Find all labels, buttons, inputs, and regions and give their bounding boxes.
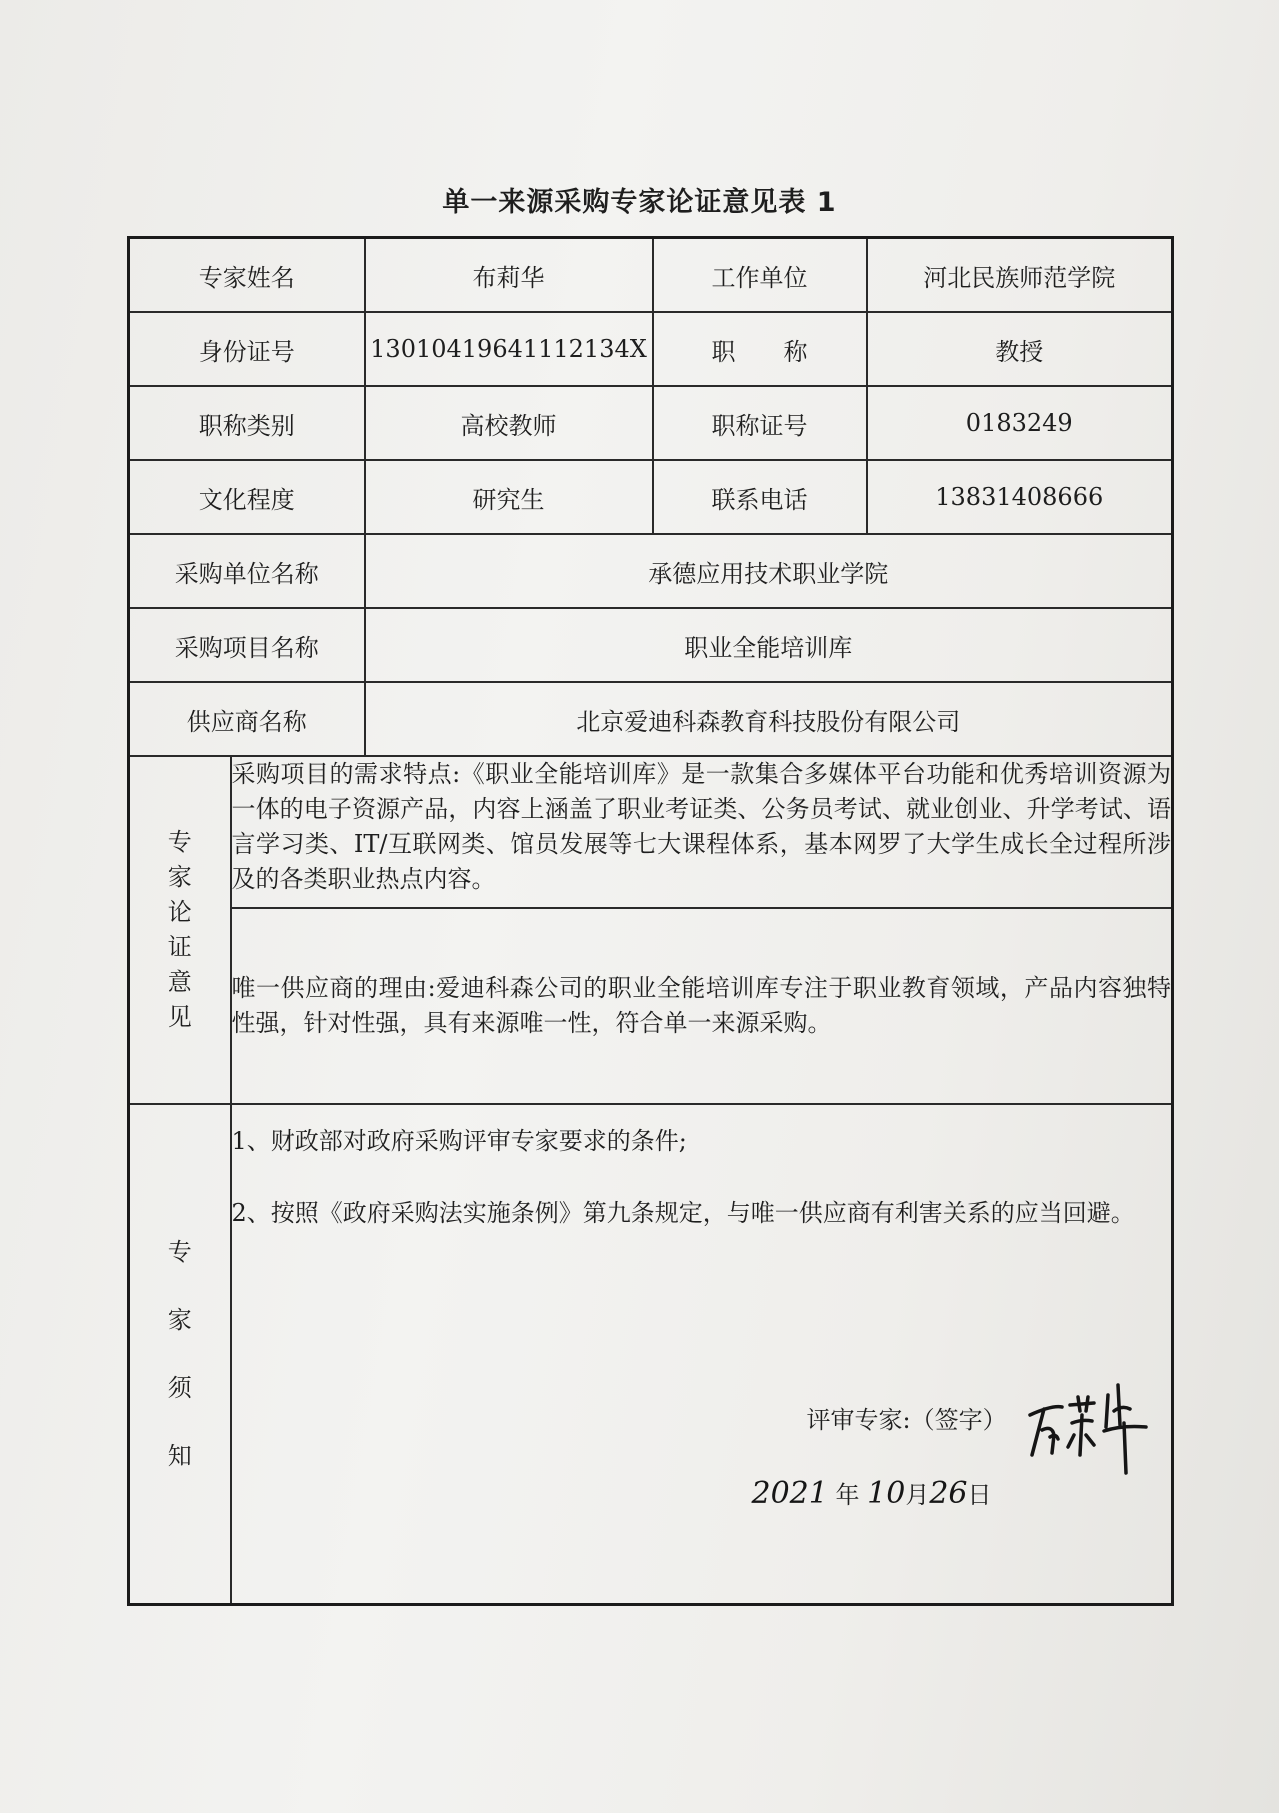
supplier-label: 供应商名称	[129, 682, 365, 756]
title-value: 教授	[867, 312, 1173, 386]
opinion-label-char: 见	[167, 1003, 192, 1031]
notice-item-2: 2、按照《政府采购法实施条例》第九条规定，与唯一供应商有利害关系的应当回避。	[231, 1199, 1135, 1227]
form-row-education	[129, 460, 1173, 534]
signature-date	[752, 1475, 992, 1511]
demand-characteristics-text: 采购项目的需求特点:《职业全能培训库》是一款集合多媒体平台功能和优秀培训资源为一体的电子资源产品，内容上涵盖了职业考证类、公务员考试、就业创业、升学考试、语言学习类、IT/互联网类、馆员发展等七大课程体系，基本网罗了大学生成长全过程所涉及的各类职业热点内容。	[231, 756, 1173, 908]
handwritten-signature	[1022, 1375, 1152, 1475]
form-row-title-type	[129, 386, 1173, 460]
title-type-value: 高校教师	[365, 386, 653, 460]
expert-opinion-form	[127, 236, 1174, 1606]
project-label: 采购项目名称	[129, 608, 365, 682]
reviewer-signature-label: 评审专家:（签字）	[806, 1406, 1007, 1434]
expert-notice-content	[231, 1104, 1173, 1605]
work-unit-value: 河北民族师范学院	[867, 238, 1173, 313]
title-type-label: 职称类别	[129, 386, 365, 460]
purchaser-value: 承德应用技术职业学院	[365, 534, 1173, 608]
sole-supplier-reason-text: 唯一供应商的理由:爱迪科森公司的职业全能培训库专注于职业教育领域，产品内容独特性强，针对性强，具有来源唯一性，符合单一来源采购。	[231, 908, 1173, 1104]
notice-item-1: 1、财政部对政府采购评审专家要求的条件;	[231, 1127, 687, 1155]
form-row-opinion-demand	[129, 756, 1173, 908]
date-year: 2021	[751, 1476, 828, 1511]
form-row-id	[129, 312, 1173, 386]
cert-number-label: 职称证号	[653, 386, 867, 460]
form-row-purchaser	[129, 534, 1173, 608]
date-month: 10	[867, 1476, 906, 1511]
expert-name-value: 布莉华	[365, 238, 653, 313]
notice-label-char: 专	[167, 1238, 192, 1266]
opinion-label-char: 论	[167, 898, 192, 926]
expert-opinion-label	[129, 756, 231, 1104]
form-row-opinion-reason	[129, 908, 1173, 1104]
form-row-name	[129, 238, 1173, 313]
phone-value: 13831408666	[867, 460, 1173, 534]
form-row-supplier	[129, 682, 1173, 756]
work-unit-label: 工作单位	[653, 238, 867, 313]
education-value: 研究生	[365, 460, 653, 534]
expert-name-label: 专家姓名	[129, 238, 365, 313]
date-month-suffix: 月	[905, 1481, 930, 1509]
id-number-value: 13010419641112134X	[365, 312, 653, 386]
opinion-label-char: 专	[167, 828, 192, 856]
purchaser-label: 采购单位名称	[129, 534, 365, 608]
date-year-suffix: 年	[835, 1481, 860, 1509]
form-title: 单一来源采购专家论证意见表 1	[442, 187, 837, 218]
cert-number-value: 0183249	[867, 386, 1173, 460]
date-day: 26	[929, 1476, 968, 1511]
id-number-label: 身份证号	[129, 312, 365, 386]
opinion-label-char: 意	[167, 968, 192, 996]
form-row-project	[129, 608, 1173, 682]
title-label: 职 称	[653, 312, 867, 386]
notice-label-char: 家	[167, 1306, 192, 1334]
date-day-suffix: 日	[967, 1481, 992, 1509]
form-row-notice	[129, 1104, 1173, 1605]
phone-label: 联系电话	[653, 460, 867, 534]
notice-label-char: 知	[167, 1442, 192, 1470]
opinion-label-char: 证	[167, 933, 192, 961]
project-value: 职业全能培训库	[365, 608, 1173, 682]
notice-label-char: 须	[167, 1374, 192, 1402]
supplier-value: 北京爱迪科森教育科技股份有限公司	[365, 682, 1173, 756]
expert-notice-label	[129, 1104, 231, 1605]
education-label: 文化程度	[129, 460, 365, 534]
opinion-label-char: 家	[167, 863, 192, 891]
